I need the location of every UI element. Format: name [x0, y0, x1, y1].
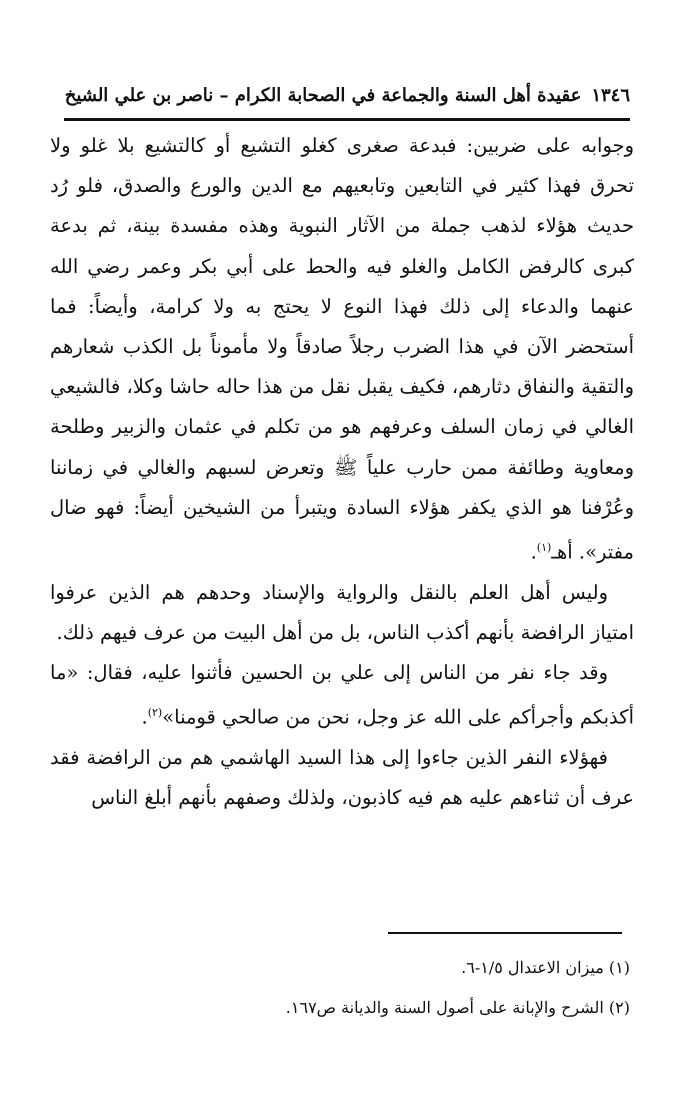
paragraph-2: وليس أهل العلم بالنقل والرواية والإسناد وحدهم هم الذين عرفوا امتياز الرافضة بأنهم أكذب الناس، بل من أهل البيت من عرف فيهم ذلك. [50, 580, 634, 644]
paragraph-3: وقد جاء نفر من الناس إلى علي بن الحسين فأثنوا عليه، فقال: «ما أكذبكم وأجرأكم على الله عز وجل، نحن من صالحي قومنا»$^{(٢)}$. [50, 661, 634, 729]
footnote-ref-1: (١) [536, 541, 552, 555]
page-number: ١٣٤٦ [591, 84, 630, 106]
footnotes [60, 948, 630, 1028]
footnote-2: (٢) الشرح والإبانة على أصول السنة والديانة ص١٦٧. [285, 998, 630, 1017]
paragraph-1: وجوابه على ضربين: فبدعة صغرى كغلو التشيع أو كالتشيع بلا غلو ولا تحرق فهذا كثير في التابعين وتابعيهم مع الدين والورع والصدق، فلو رُد حديث هؤلاء لذهب جملة من الآثار النبوية وهذه مفسدة بينة، ثم بدعة كبرى كالرفض الكامل والغلو فيه والحط على أبي بكر وعمر رضي الله عنهما والدعاء إلى ذلك فهذا النوع لا يحتج به ولا كرامة، وأيضاً: فما أستحضر الآن في هذا الضرب رجلاً صادقاً ولا مأموناً بل الكذب شعارهم والتقية والنفاق دثارهم، فكيف يقبل نقل من هذا حاله حاشا وكلا، فالشيعي الغالي في زمان السلف وعرفهم هو من تكلم في عثمان والزبير وطلحة ومعاوية وطائفة ممن حارب علياً ﷺ وتعرض لسبهم والغالي في زماننا وعُرْفنا هو الذي يكفر هؤلاء السادة ويتبرأ من الشيخين أيضاً: فهو ضال مفتر». أهـ$^{(١)}$. [50, 134, 634, 564]
header-rule [64, 118, 630, 121]
header-title: عقيدة أهل السنة والجماعة في الصحابة الكرام – ناصر بن علي الشيخ [64, 84, 582, 106]
footnote-1: (١) ميزان الاعتدال ١/٥-٦. [461, 958, 630, 977]
paragraph-4: فهؤلاء النفر الذين جاءوا إلى هذا السيد الهاشمي هم من الرافضة فقد عرف أن ثناءهم عليه هم فيه كاذبون، ولذلك وصفهم بأنهم أبلغ الناس [50, 746, 634, 810]
main-text [50, 126, 634, 818]
footnote-rule [388, 932, 622, 934]
footnote-ref-2: (٢) [147, 706, 163, 720]
running-header [64, 78, 630, 112]
